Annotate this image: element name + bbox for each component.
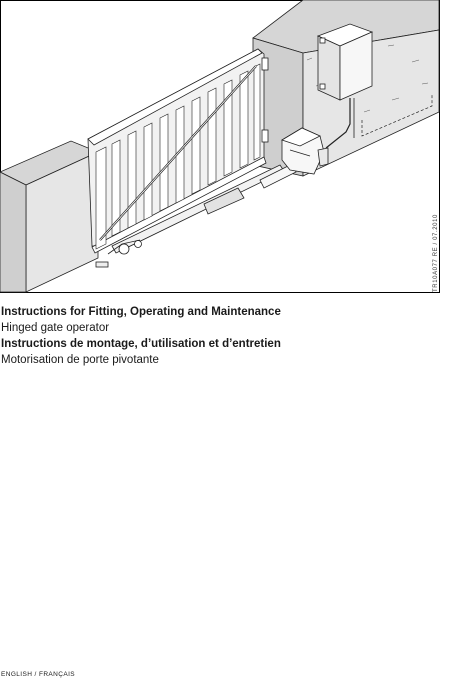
document-code: TR10A077 RE / 07.2010: [433, 214, 439, 292]
title-en: Instructions for Fitting, Operating and Maintenance: [1, 306, 281, 318]
footer-languages: ENGLISH / FRANÇAIS: [1, 671, 76, 678]
control-box: [318, 24, 372, 100]
subtitle-en: Hinged gate operator: [1, 322, 110, 334]
subtitle-fr: Motorisation de porte pivotante: [1, 354, 159, 366]
title-fr: Instructions de montage, d’utilisation et d’entretien: [1, 338, 281, 350]
gate-operator-illustration: [0, 0, 451, 294]
title-block: [1, 304, 281, 368]
